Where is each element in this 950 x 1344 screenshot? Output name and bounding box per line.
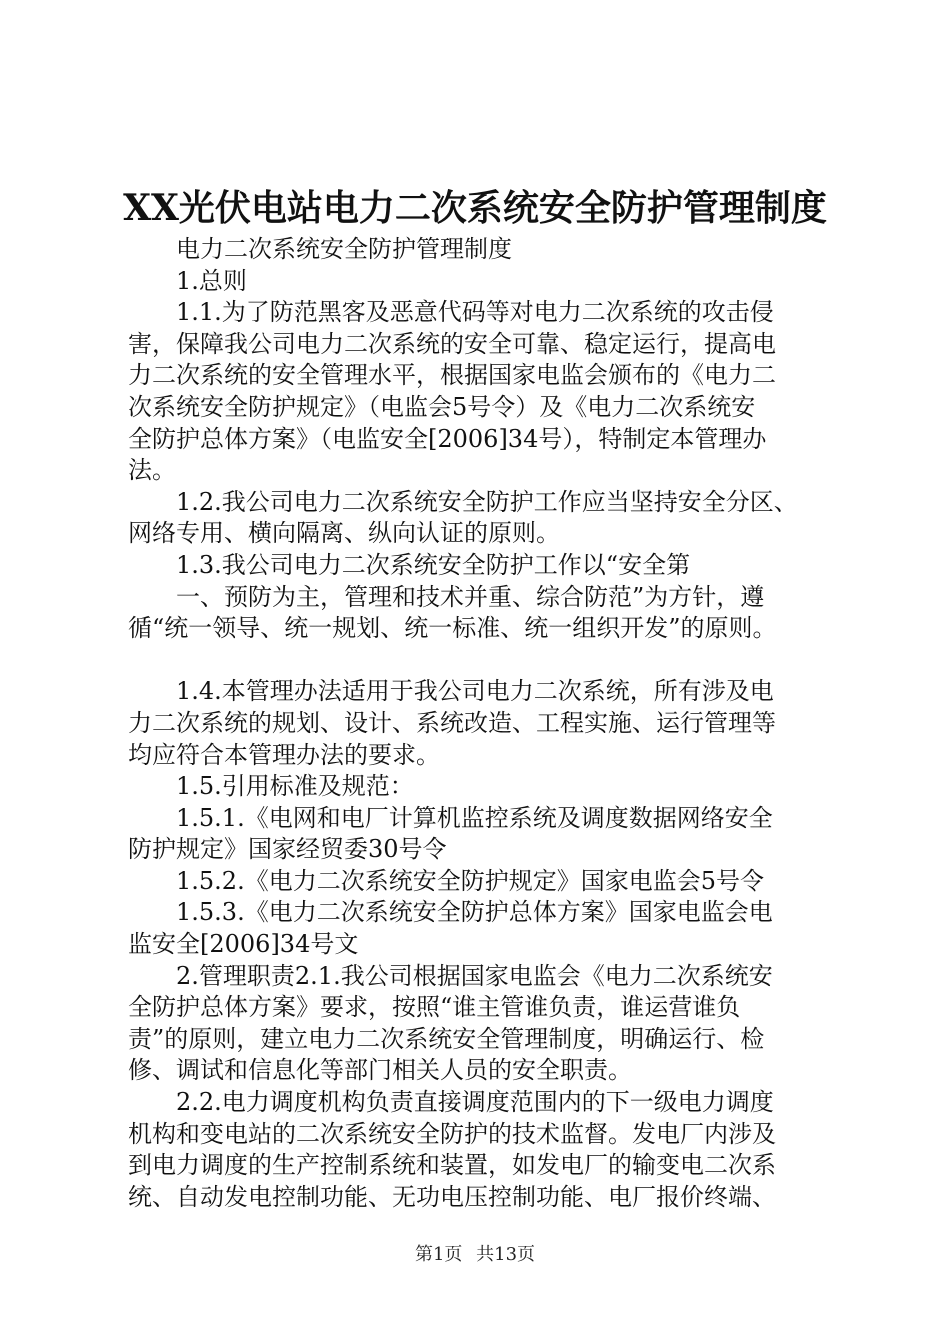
page-footer [0, 1243, 950, 1267]
paragraph-line: 均应符合本管理办法的要求。 [128, 740, 440, 769]
paragraph-line: 害，保障我公司电力二次系统的安全可靠、稳定运行，提高电 [128, 329, 776, 358]
paragraph-line: 1.4.本管理办法适用于我公司电力二次系统，所有涉及电 [176, 677, 774, 706]
document-title: XX光伏电站电力二次系统安全防护管理制度 [123, 187, 827, 229]
paragraph-line: 1.5.2.《电力二次系统安全防护规定》国家电监会5号令 [176, 866, 764, 895]
paragraph-line: 1.1.为了防范黑客及恶意代码等对电力二次系统的攻击侵 [176, 298, 774, 327]
paragraph-line: 1.5.1.《电网和电厂计算机监控系统及调度数据网络安全 [176, 803, 773, 832]
paragraph-line: 1.5.引用标准及规范： [176, 772, 414, 801]
page-number: 第1页 [414, 1244, 463, 1265]
page-total: 共13页 [476, 1244, 536, 1265]
paragraph-line: 机构和变电站的二次系统安全防护的技术监督。发电厂内涉及 [128, 1119, 776, 1148]
paragraph-line: 力二次系统的规划、设计、系统改造、工程实施、运行管理等 [128, 708, 776, 737]
document-body [128, 234, 853, 1213]
blank-line [128, 645, 853, 677]
paragraph-line: 力二次系统的安全管理水平，根据国家电监会颁布的《电力二 [128, 361, 776, 390]
paragraph-line: 1.3.我公司电力二次系统安全防护工作以“安全第 [176, 550, 691, 579]
paragraph-line: 法。 [128, 456, 176, 485]
paragraph-line: 到电力调度的生产控制系统和装置，如发电厂的输变电二次系 [128, 1151, 776, 1180]
subtitle-line: 电力二次系统安全防护管理制度 [176, 235, 512, 263]
paragraph-line: 一、预防为主，管理和技术并重、综合防范”为方针，遵 [176, 582, 765, 611]
paragraph-line: 1.2.我公司电力二次系统安全防护工作应当坚持安全分区、 [176, 487, 798, 516]
paragraph-line: 统、自动发电控制功能、无功电压控制功能、电厂报价终端、 [128, 1182, 776, 1211]
paragraph-line: 监安全[2006]34号文 [128, 930, 359, 959]
paragraph-line: 次系统安全防护规定》（电监会5号令）及《电力二次系统安 [128, 392, 756, 421]
paragraph-line: 防护规定》国家经贸委30号令 [128, 835, 447, 864]
paragraph-line: 全防护总体方案》要求，按照“谁主管谁负责，谁运营谁负 [128, 993, 741, 1022]
section-heading: 1.总则 [176, 266, 247, 295]
paragraph-line: 修、调试和信息化等部门相关人员的安全职责。 [128, 1056, 632, 1085]
paragraph-line: 责”的原则，建立电力二次系统安全管理制度，明确运行、检 [128, 1024, 765, 1053]
paragraph-line: 2.2.电力调度机构负责直接调度范围内的下一级电力调度 [176, 1088, 774, 1117]
paragraph-line: 循“统一领导、统一规划、统一标准、统一组织开发”的原则。 [128, 614, 777, 643]
paragraph-line: 全防护总体方案》（电监安全[2006]34号），特制定本管理办 [128, 424, 767, 453]
paragraph-line: 1.5.3.《电力二次系统安全防护总体方案》国家电监会电 [176, 898, 773, 927]
paragraph-line: 2.管理职责2.1.我公司根据国家电监会《电力二次系统安 [176, 961, 773, 990]
paragraph-line: 网络专用、横向隔离、纵向认证的原则。 [128, 519, 560, 548]
